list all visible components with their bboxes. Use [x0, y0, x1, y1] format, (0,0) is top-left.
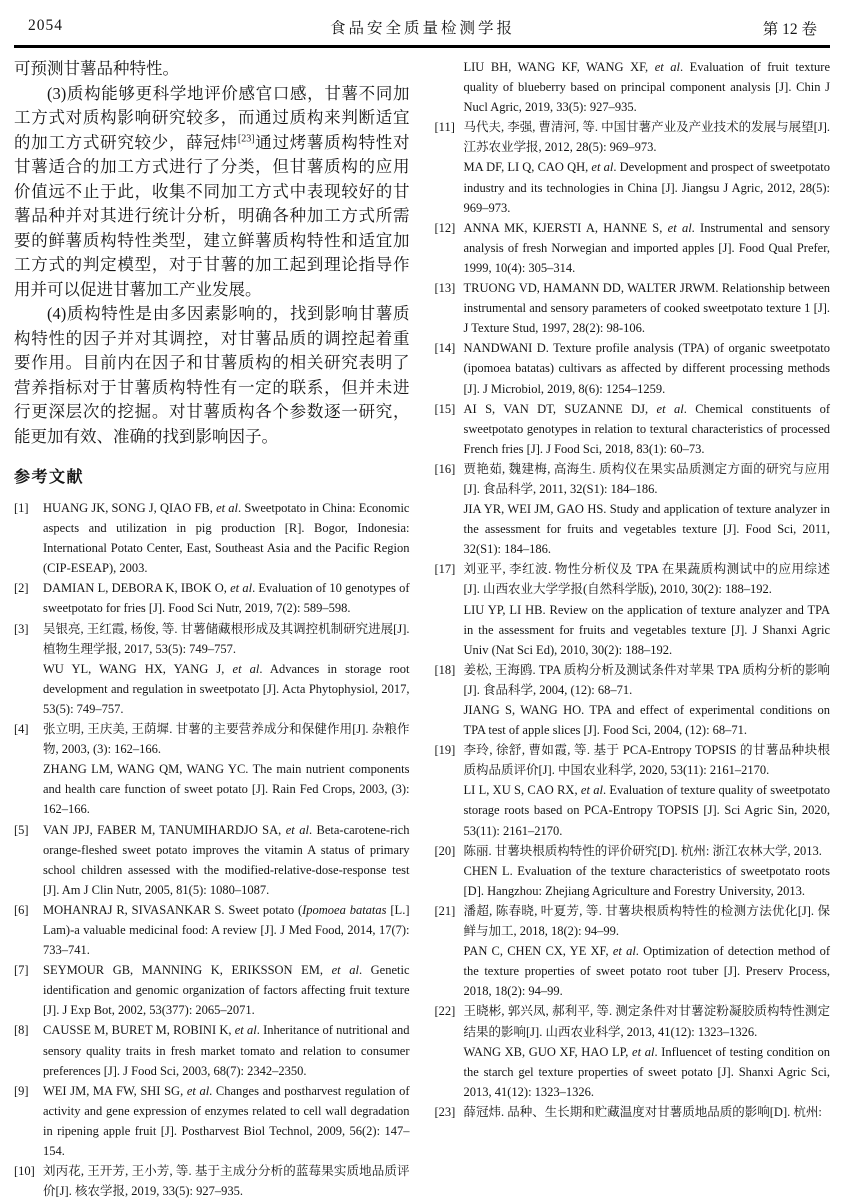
reference-text — [464, 740, 831, 840]
reference-block — [464, 700, 831, 740]
body-paragraph — [14, 57, 410, 82]
reference-text — [464, 901, 831, 1001]
text-run: NANDWANI D. Texture profile analysis (TPA) of organic sweetpotato (ipomoea batatas) cultivars as affected by different processing methods [J]. J Microbiol, 2019, 8(6): 1254–1259. — [463, 341, 830, 396]
reference-number: [6] — [14, 902, 29, 917]
text-run: et al — [632, 1044, 655, 1059]
text-run: VAN JPJ, FABER M, TANUMIHARDJO SA, — [43, 822, 286, 837]
reference-item — [14, 1161, 410, 1201]
text-run: et al — [667, 220, 692, 235]
text-run: JIANG S, WANG HO. TPA and effect of experimental conditions on TPA test of apple slices [J]. Food Sci, 2004, (12): 68–71. — [463, 703, 830, 738]
text-run: JIA YR, WEI JM, GAO HS. Study and application of texture analyzer in the assessment for fruits and vegetables texture [J]. Food Sci, 2011, 32(S1): 184–186. — [463, 502, 830, 557]
text-run: 刘丙花, 王开芳, 王小芳, 等. 基于主成分分析的蓝莓果实质地品质评价[J]. 核农学报, 2019, 33(5): 927–935. — [43, 1164, 410, 1199]
reference-item — [14, 1081, 410, 1161]
reference-item — [14, 900, 410, 960]
text-run: WANG XB, GUO XF, HAO LP, — [463, 1044, 633, 1059]
reference-block — [464, 499, 831, 559]
reference-block — [464, 600, 831, 660]
text-run: et al — [331, 963, 359, 978]
text-run: . Development and prospect of sweetpotato industry and its technologies in China [J]. Jiangsu J Agric, 2012, 28(5): 969–973. — [463, 160, 830, 215]
text-run: 刘亚平, 李红波. 物性分析仪及 TPA 在果蔬质构测试中的应用综述[J]. 山西农业大学学报(自然科学版), 2010, 30(2): 188–192. — [463, 562, 830, 597]
reference-block — [464, 57, 831, 117]
text-run: . Evaluation of fruit texture quality of blueberry based on principal component analysis [J]. Chin J Nucl Agric, 2019, 33(5): 927–935. — [463, 60, 830, 115]
text-run: 陈丽. 甘薯块根质构特性的评价研究[D]. 杭州: 浙江农林大学, 2013. — [463, 843, 822, 858]
text-run: TRUONG VD, HAMANN DD, WALTER JRWM. Relationship between instrumental and sensory parameters of cooked sweetpotato texture 1 [J]. J Texture Stud, 1997, 28(2): 98-106. — [463, 281, 830, 336]
reference-item — [435, 459, 831, 559]
text-run: LI L, XU S, CAO RX, — [463, 783, 581, 798]
reference-number: [22] — [434, 1004, 456, 1019]
reference-block — [464, 278, 831, 338]
reference-block — [464, 157, 831, 217]
text-run: HUANG JK, SONG J, QIAO FB, — [43, 501, 217, 515]
journal-title: 食品安全质量检测学报 — [329, 20, 515, 37]
text-run: 潘超, 陈春晓, 叶夏芳, 等. 甘薯块根质构特性的检测方法优化[J]. 保鲜与加工, 2018, 18(2): 94–99. — [463, 903, 830, 939]
reference-item — [435, 338, 831, 398]
reference-text — [43, 1161, 410, 1201]
text-run: [L.] Lam)-a valuable medicinal food: A review [J]. J Med Food, 2014, 17(7): 733–741. — [43, 902, 410, 958]
reference-text — [43, 719, 410, 819]
text-run: MOHANRAJ R, SIVASANKAR S. Sweet potato ( — [43, 902, 303, 917]
reference-number: [19] — [434, 743, 456, 758]
reference-text — [43, 900, 410, 960]
reference-block — [43, 578, 410, 618]
reference-number: [10] — [14, 1164, 35, 1179]
text-run: CAUSSE M, BURET M, ROBINI K, — [43, 1023, 235, 1038]
reference-text — [464, 57, 831, 117]
text-run: . Advances in storage root development and regulation in sweetpotato [J]. Acta Phytophysiol, 2017, 53(5): 749–757. — [43, 661, 410, 716]
reference-block — [464, 740, 831, 780]
text-run: 可预测甘薯品种特性。 — [14, 59, 179, 78]
text-run: . Chemical constituents of sweetpotato genotypes in relation to textural characteristics of processed French fries [J]. J Food Sci, 2018, 83(1): 60–73. — [463, 401, 831, 456]
text-run: 张立明, 王庆美, 王荫墀. 甘薯的主要营养成分和保健作用[J]. 杂粮作物, 2003, (3): 162–166. — [43, 722, 410, 757]
reference-text — [43, 619, 410, 719]
reference-text — [43, 820, 410, 900]
reference-text — [464, 278, 831, 338]
text-run: et al — [285, 822, 309, 837]
reference-number: [7] — [14, 963, 29, 978]
text-run: et al — [230, 581, 253, 596]
reference-block — [464, 399, 831, 459]
reference-block — [464, 941, 831, 1001]
reference-block — [464, 1042, 831, 1102]
text-run: . Sweetpotato in China: Economic aspects and utilization in pig production [R]. Bogor, Indonesia: International Potato Center, East, Southeast Asia and the Pacific Region (CIP-ESEAP), 2003. — [43, 501, 410, 576]
reference-number: [1] — [14, 501, 29, 515]
reference-number: [14] — [434, 341, 456, 356]
reference-text — [43, 578, 410, 618]
reference-block — [464, 1001, 831, 1041]
text-run: . Changes and postharvest regulation of activity and gene expression of enzymes related to cell wall degradation in ripening apple fruit [J]. Postharvest Biol Technol, 2009, 56(2): 147–154. — [43, 1083, 410, 1158]
text-run: WU YL, WANG HX, YANG J, — [43, 661, 233, 676]
reference-number: [11] — [434, 120, 455, 135]
reference-number: [21] — [434, 903, 456, 918]
text-run: et al — [654, 60, 680, 74]
volume-label: 第 12 卷 — [762, 21, 817, 38]
reference-text — [464, 117, 831, 217]
reference-block — [43, 1161, 410, 1201]
text-run: Ipomoea batatas — [302, 902, 387, 917]
reference-block — [43, 619, 410, 659]
page-number: 2054 — [28, 17, 63, 34]
reference-number: [13] — [434, 281, 456, 296]
reference-block — [43, 498, 410, 578]
text-run: AI S, VAN DT, SUZANNE DJ, — [463, 401, 657, 416]
right-column — [435, 57, 831, 1201]
reference-item — [14, 960, 410, 1020]
reference-number: [20] — [434, 843, 456, 858]
reference-item — [14, 820, 410, 900]
text-run: . Evaluation of texture quality of sweetpotato storage roots based on PCA-Entropy TOPSIS [J]. Sci Agric Sin, 2020, 53(11): 2161–2170. — [463, 783, 830, 838]
reference-text — [464, 218, 831, 278]
text-run: . Optimization of detection method of the texture properties of sweet potato root tuber [J]. Preserv Process, 2018, 18(2): 94–99. — [463, 944, 831, 999]
header-rule — [14, 45, 830, 48]
text-run: et al — [612, 944, 636, 959]
text-run: 薛冠炜. 品种、生长期和贮藏温度对甘薯质地品质的影响[D]. 杭州: — [463, 1104, 822, 1119]
reference-text — [464, 1001, 831, 1101]
reference-item — [435, 57, 831, 117]
text-run: . Instrumental and sensory analysis of fresh Norwegian and imported apples [J]. Food Qual Prefer, 1999, 10(4): 305–314. — [463, 220, 830, 275]
text-run: LIU BH, WANG KF, WANG XF, — [463, 60, 655, 74]
text-run: et al — [216, 501, 239, 515]
page-header — [28, 16, 817, 38]
text-run: MA DF, LI Q, CAO QH, — [463, 160, 592, 175]
reference-text — [464, 459, 831, 559]
reference-block — [43, 960, 410, 1020]
reference-item — [14, 719, 410, 819]
reference-block — [43, 659, 410, 719]
text-run: . Inheritance of nutritional and sensory quality traits in fresh market tomato and relation to consumer preferences [J]. J Food Sci, 2003, 68(7): 2342–2350. — [43, 1023, 410, 1078]
reference-block — [464, 338, 831, 398]
reference-text — [43, 1020, 410, 1080]
reference-number: [12] — [434, 220, 456, 235]
reference-item — [435, 660, 831, 740]
reference-text — [464, 559, 831, 659]
reference-block — [43, 1020, 410, 1080]
reference-number: [15] — [434, 401, 456, 416]
text-run: . Influencet of testing condition on the starch gel texture properties of sweet potato [J]. Shanxi Agric Sci, 2013, 41(12): 1323–1326. — [463, 1044, 830, 1099]
reference-block — [43, 820, 410, 900]
text-run: 马代夫, 李强, 曹清河, 等. 中国甘薯产业及产业技术的发展与展望[J]. 江苏农业学报, 2012, 28(5): 969–973. — [463, 120, 830, 155]
reference-text — [43, 498, 410, 578]
text-run: et al — [232, 661, 260, 676]
text-run: 李玲, 徐舒, 曹如霞, 等. 基于 PCA-Entropy TOPSIS 的甘薯品种块根质构品质评价[J]. 中国农业科学, 2020, 53(11): 2161–2170. — [463, 743, 830, 778]
text-run: 王晓彬, 郭兴凤, 郝利平, 等. 测定条件对甘薯淀粉凝胶质构特性测定结果的影响[J]. 山西农业科学, 2013, 41(12): 1323–1326. — [463, 1004, 830, 1039]
text-run: et al — [580, 783, 603, 798]
reference-number: [18] — [434, 662, 456, 677]
reference-text — [464, 660, 831, 740]
reference-block — [464, 1102, 831, 1122]
text-run: WEI JM, MA FW, SHI SG, — [43, 1083, 187, 1098]
text-run: 贾艳茹, 魏建梅, 高海生. 质构仪在果实品质测定方面的研究与应用[J]. 食品科学, 2011, 32(S1): 184–186. — [463, 461, 830, 496]
reference-item — [435, 740, 831, 840]
reference-text — [464, 841, 831, 901]
text-run: 姜松, 王海鸥. TPA 质构分析及测试条件对苹果 TPA 质构分析的影响[J]. 食品科学, 2004, (12): 68–71. — [463, 662, 830, 697]
reference-item — [435, 841, 831, 901]
text-run: PAN C, CHEN CX, YE XF, — [463, 944, 613, 959]
reference-item — [435, 278, 831, 338]
reference-number: [4] — [14, 722, 29, 737]
text-run: ZHANG LM, WANG QM, WANG YC. The main nutrient components and health care function of sweet potato [J]. Rain Fed Crops, 2003, (3): 162–166. — [43, 762, 410, 817]
reference-block — [464, 660, 831, 700]
reference-text — [43, 1081, 410, 1161]
reference-item — [435, 559, 831, 659]
text-run: et al — [186, 1083, 210, 1098]
reference-text — [43, 960, 410, 1020]
reference-item — [435, 117, 831, 217]
text-run: ANNA MK, KJERSTI A, HANNE S, — [463, 220, 668, 235]
reference-block — [464, 218, 831, 278]
reference-block — [464, 841, 831, 861]
reference-item — [14, 1020, 410, 1080]
reference-text — [464, 1102, 831, 1122]
reference-item — [435, 218, 831, 278]
reference-block — [43, 900, 410, 960]
reference-number: [3] — [14, 621, 29, 636]
reference-block — [464, 780, 831, 840]
reference-number: [2] — [14, 581, 29, 596]
reference-number: [8] — [14, 1023, 29, 1038]
text-run: . Beta-carotene-rich orange-fleshed sweet potato improves the vitamin A status of primary school children assessed with the modified-relative-dose-response test [J]. Am J Clin Nutr, 2005, 81(5): 1080–1087. — [43, 822, 410, 897]
reference-number: [23] — [434, 1104, 456, 1119]
references-heading: 参考文献 — [14, 469, 85, 486]
reference-item — [435, 901, 831, 1001]
reference-number: [5] — [14, 822, 29, 837]
text-run: . Evaluation of 10 genotypes of sweetpotato for fries [J]. Food Sci Nutr, 2019, 7(2): 589–598. — [43, 581, 410, 616]
reference-block — [43, 1081, 410, 1161]
reference-block — [464, 861, 831, 901]
left-column — [14, 57, 410, 1201]
text-run: (4)质构特性是由多因素影响的，找到影响甘薯质构特性的因子并对其调控，对甘薯品质的调控起着重要作用。目前内在因子和甘薯质构的相关研究表明了营养指标对于甘薯质构特性有一定的联系，但并未进行更深层次的挖掘。对甘薯质构各个参数逐一研究，能更加有效、准确的找到影响因子。 — [14, 304, 410, 446]
reference-number: [17] — [434, 562, 456, 577]
text-run: et al — [234, 1023, 257, 1038]
text-run: 吴银亮, 王红霞, 杨俊, 等. 甘薯储藏根形成及其调控机制研究进展[J]. 植物生理学报, 2017, 53(5): 749–757. — [43, 621, 410, 656]
body-text — [14, 57, 410, 449]
reference-item — [14, 578, 410, 618]
reference-block — [464, 117, 831, 157]
reference-text — [464, 399, 831, 459]
reference-block — [43, 759, 410, 819]
reference-block — [464, 559, 831, 599]
reference-item — [435, 1102, 831, 1122]
text-run: (3)质构能够更科学地评价感官口感，甘薯不同加工方式对质构影响研究较多，而通过质构来判断适宜的加工方式研究较少，薛冠炜 — [14, 83, 410, 152]
references-list-right — [435, 57, 831, 1122]
text-run: et al — [591, 160, 614, 175]
reference-item — [435, 1001, 831, 1101]
reference-item — [14, 498, 410, 578]
text-run: . Genetic identification and genomic organization of factors affecting fruit texture [J]. J Exp Bot, 2002, 53(377): 2065–2071. — [43, 963, 410, 1018]
text-run: SEYMOUR GB, MANNING K, ERIKSSON EM, — [43, 963, 332, 978]
two-column-body — [14, 57, 830, 1201]
citation-superscript: [23] — [237, 133, 255, 144]
text-run: LIU YP, LI HB. Review on the application of texture analyzer and TPA in the assessment for fruits and vegetables texture [J]. J Shanxi Agric Univ (Nat Sci Ed), 2010, 30(2): 188–192. — [463, 602, 830, 657]
reference-number: [16] — [434, 461, 456, 476]
reference-block — [43, 719, 410, 759]
reference-number: [9] — [14, 1083, 29, 1098]
references-list-left — [14, 498, 410, 1201]
reference-item — [14, 619, 410, 719]
body-paragraph — [14, 302, 410, 449]
text-run: et al — [656, 401, 684, 416]
text-run: DAMIAN L, DEBORA K, IBOK O, — [43, 581, 231, 596]
text-run: 通过烤薯质构特性对甘薯适合的加工方式进行了分类，但甘薯质构的应用价值远不止于此，收集不同加工方式中表现较好的甘薯品种并对其进行统计分析，明确各种加工方式所需要的鲜薯质构特性类型，建立鲜薯质构特性和适宜加工方式的判定模型，对于甘薯的加工起到理论指导作用并可以促进甘薯加工产业发展。 — [14, 132, 410, 299]
reference-block — [464, 459, 831, 499]
reference-item — [435, 399, 831, 459]
reference-text — [464, 338, 831, 398]
reference-block — [464, 901, 831, 941]
text-run: CHEN L. Evaluation of the texture characteristics of sweetpotato roots [D]. Hangzhou: Zhejiang Agriculture and Forestry University, 2013. — [463, 863, 830, 898]
body-paragraph — [14, 82, 410, 303]
